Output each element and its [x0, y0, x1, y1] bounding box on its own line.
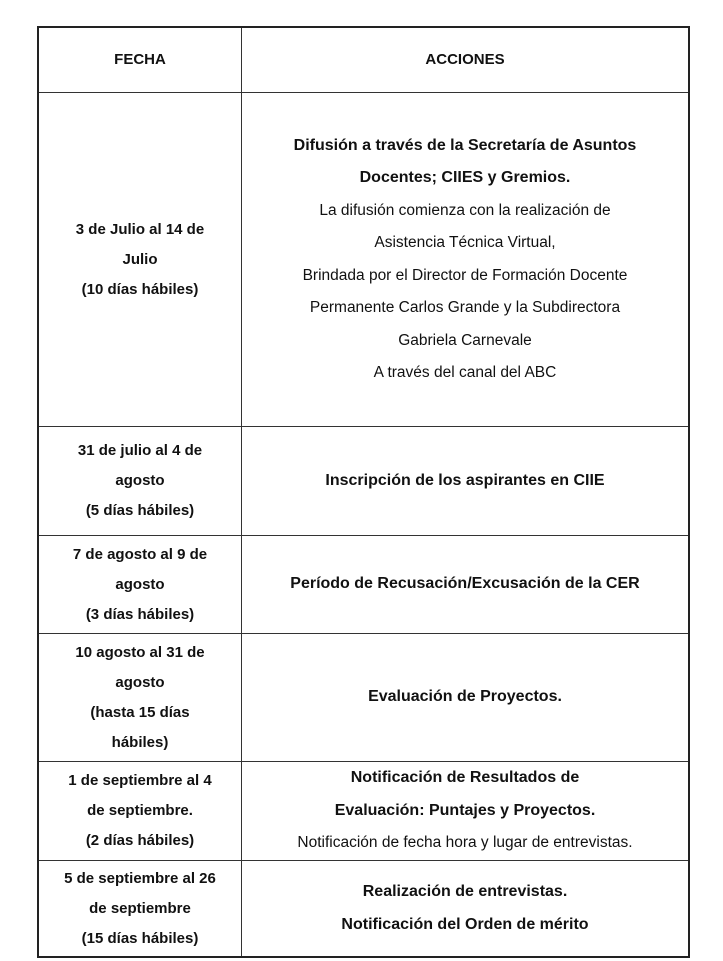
accion-line: Notificación del Orden de mérito: [341, 915, 589, 933]
header-acciones: ACCIONES: [425, 50, 505, 68]
table-row: [39, 426, 688, 535]
table-row: [39, 535, 688, 633]
fecha-line: (10 días hábiles): [81, 280, 199, 298]
fecha-line: 31 de julio al 4 de: [77, 442, 203, 459]
fecha-line: hábiles): [111, 733, 169, 751]
table-row: [39, 761, 688, 860]
accion-line: Difusión a través de la Secretaría de Asuntos: [293, 136, 637, 154]
fecha-line: 3 de Julio al 14 de: [75, 220, 205, 238]
accion-line: Evaluación: Puntajes y Proyectos.: [334, 801, 596, 819]
fecha-line: 10 agosto al 31 de: [75, 643, 205, 661]
fecha-cell: [39, 634, 242, 761]
acciones-cell: [242, 93, 688, 426]
accion-line: Evaluación de Proyectos.: [368, 688, 562, 706]
fecha-cell: [39, 536, 242, 633]
fecha-line: agosto: [115, 472, 165, 489]
fecha-line: Julio: [122, 250, 158, 268]
accion-line: Gabriela Carnevale: [398, 331, 532, 349]
fecha-cell: [39, 93, 242, 426]
accion-line: Realización de entrevistas.: [362, 883, 568, 900]
accion-line: Brindada por el Director de Formación Docente: [302, 266, 628, 284]
fecha-line: agosto: [115, 673, 165, 691]
accion-line: Inscripción de los aspirantes en CIIE: [325, 471, 605, 489]
fecha-line: de septiembre: [89, 899, 191, 917]
fecha-line: (3 días hábiles): [85, 605, 195, 623]
acciones-cell: [242, 762, 688, 860]
accion-line: Asistencia Técnica Virtual,: [374, 234, 556, 251]
table-header-row: [39, 28, 688, 92]
fecha-line: 7 de agosto al 9 de: [72, 545, 208, 563]
accion-line: Período de Recusación/Excusación de la CER: [290, 575, 640, 593]
fecha-cell: [39, 427, 242, 535]
fecha-cell: [39, 762, 242, 860]
header-fecha: FECHA: [39, 28, 242, 92]
fecha-line: de septiembre.: [87, 802, 193, 819]
acciones-cell: [242, 536, 688, 633]
fecha-line: 5 de septiembre al 26: [64, 869, 216, 887]
acciones-cell: [242, 861, 688, 956]
schedule-table: [37, 26, 690, 958]
fecha-cell: [39, 861, 242, 956]
fecha-line: agosto: [115, 575, 165, 593]
acciones-cell: [242, 634, 688, 761]
accion-line: Permanente Carlos Grande y la Subdirectora: [309, 299, 621, 316]
fecha-line: (2 días hábiles): [85, 832, 195, 849]
accion-line: Notificación de fecha hora y lugar de entrevistas.: [297, 834, 633, 852]
fecha-line: (hasta 15 días: [90, 703, 190, 721]
accion-line: A través del canal del ABC: [373, 364, 557, 381]
accion-line: Notificación de Resultados de: [350, 769, 580, 787]
fecha-line: (5 días hábiles): [85, 502, 195, 519]
table-row: [39, 633, 688, 761]
table-row: [39, 860, 688, 956]
table-row: [39, 92, 688, 426]
accion-line: La difusión comienza con la realización de: [319, 201, 611, 219]
fecha-line: 1 de septiembre al 4: [68, 772, 212, 789]
acciones-cell: [242, 427, 688, 535]
accion-line: Docentes; CIIES y Gremios.: [359, 169, 571, 186]
fecha-line: (15 días hábiles): [81, 929, 199, 947]
